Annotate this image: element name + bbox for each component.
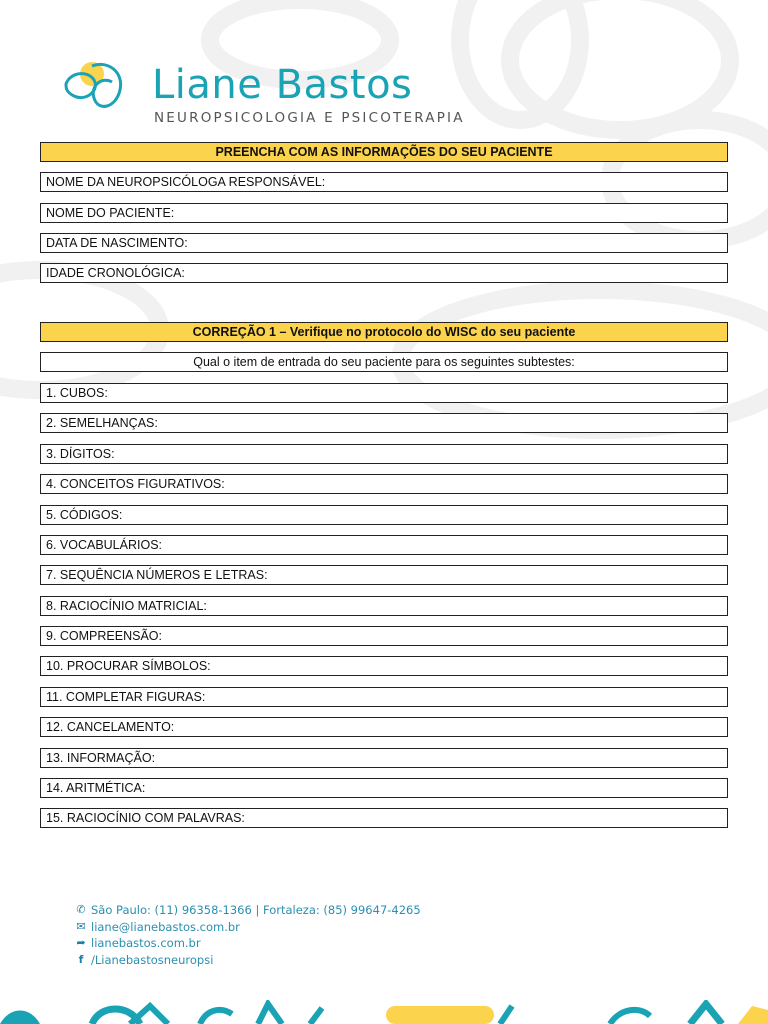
contact-email[interactable]: liane@lianebastos.com.br bbox=[91, 919, 240, 934]
contact-website[interactable]: lianebastos.com.br bbox=[91, 936, 201, 950]
contact-facebook[interactable]: /Lianebastosneuropsi bbox=[91, 952, 214, 967]
subtest-row[interactable]: 6. VOCABULÁRIOS: bbox=[40, 535, 728, 555]
brand-tagline: NEUROPSICOLOGIA E PSICOTERAPIA bbox=[154, 110, 465, 126]
subtest-row[interactable]: 2. SEMELHANÇAS: bbox=[40, 413, 728, 433]
subtest-row[interactable]: 4. CONCEITOS FIGURATIVOS: bbox=[40, 474, 728, 494]
section2-header: CORREÇÃO 1 – Verifique no protocolo do WISC do seu paciente bbox=[40, 322, 728, 342]
brand-name: Liane Bastos bbox=[152, 62, 413, 108]
field-neuropsychologist[interactable]: NOME DA NEUROPSICÓLOGA RESPONSÁVEL: bbox=[40, 172, 728, 192]
cursor-icon: ➦ bbox=[76, 936, 86, 949]
subtest-row[interactable]: 15. RACIOCÍNIO COM PALAVRAS: bbox=[40, 808, 728, 828]
field-chronological-age[interactable]: IDADE CRONOLÓGICA: bbox=[40, 263, 728, 283]
subtest-row[interactable]: 12. CANCELAMENTO: bbox=[40, 717, 728, 737]
logo-mark-icon bbox=[62, 58, 130, 116]
subtest-row[interactable]: 7. SEQUÊNCIA NÚMEROS E LETRAS: bbox=[40, 565, 728, 585]
section2-question: Qual o item de entrada do seu paciente para os seguintes subtestes: bbox=[40, 352, 728, 372]
subtest-row[interactable]: 13. INFORMAÇÃO: bbox=[40, 748, 728, 768]
subtest-row[interactable]: 1. CUBOS: bbox=[40, 383, 728, 403]
subtest-row[interactable]: 14. ARITMÉTICA: bbox=[40, 778, 728, 798]
subtest-row[interactable]: 3. DÍGITOS: bbox=[40, 444, 728, 464]
bottom-decoration bbox=[0, 1000, 768, 1024]
mail-icon: ✉ bbox=[76, 919, 86, 933]
subtest-row[interactable]: 10. PROCURAR SÍMBOLOS: bbox=[40, 656, 728, 676]
field-birth-date[interactable]: DATA DE NASCIMENTO: bbox=[40, 233, 728, 253]
subtest-row[interactable]: 9. COMPREENSÃO: bbox=[40, 626, 728, 646]
contact-phone: São Paulo: (11) 96358-1366 | Fortaleza: (85) 99647-4265 bbox=[91, 903, 421, 917]
phone-icon: ✆ bbox=[76, 903, 86, 916]
subtest-row[interactable]: 11. COMPLETAR FIGURAS: bbox=[40, 687, 728, 707]
brand-logo bbox=[62, 58, 465, 126]
subtest-row[interactable]: 5. CÓDIGOS: bbox=[40, 505, 728, 525]
field-patient-name[interactable]: NOME DO PACIENTE: bbox=[40, 203, 728, 223]
section1-header: PREENCHA COM AS INFORMAÇÕES DO SEU PACIENTE bbox=[40, 142, 728, 162]
contact-footer bbox=[74, 902, 421, 968]
facebook-icon: f bbox=[78, 952, 84, 966]
subtest-row[interactable]: 8. RACIOCÍNIO MATRICIAL: bbox=[40, 596, 728, 616]
